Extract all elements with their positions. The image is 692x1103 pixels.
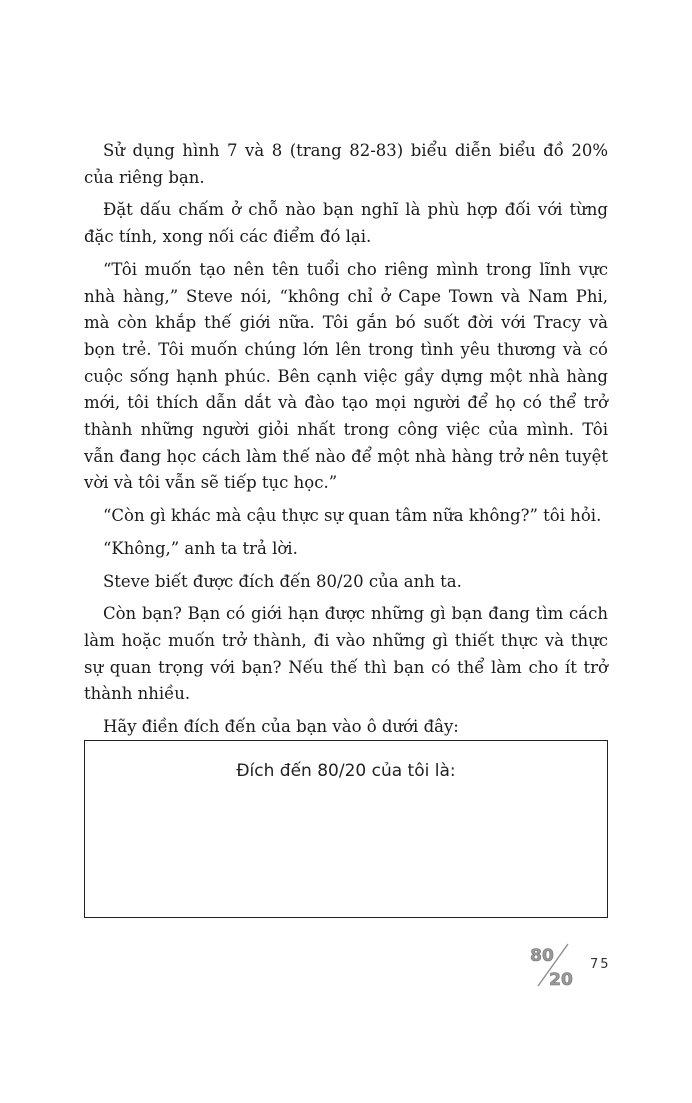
page-number: 75: [590, 957, 611, 972]
page-body: [84, 138, 608, 747]
logo-top-number: 80: [530, 946, 554, 966]
paragraph: Hãy điền đích đến của bạn vào ô dưới đây:: [103, 717, 459, 737]
answer-box[interactable]: [84, 740, 608, 918]
paragraph: Steve biết được đích đến 80/20 của anh ta.: [103, 571, 462, 591]
paragraph: “Tôi muốn tạo nên tên tuổi cho riêng mình trong lĩnh vực nhà hàng,” Steve nói, “không chỉ ở Cape Town và Nam Phi, mà còn khắp thế giới nữa. Tôi gắn bó suốt đời với Tracy và bọn trẻ. Tôi muốn chúng lớn lên trong tình yêu thương và có cuộc sống hạnh phúc. Bên cạnh việc gầy dựng một nhà hàng mới, tôi thích dẫn dắt và đào tạo mọi người để họ có thể trở thành những người giỏi nhất trong công việc của mình. Tôi vẫn đang học cách làm thế nào để một nhà hàng trở nên tuyệt vời và tôi vẫn sẽ tiếp tục học.”: [84, 259, 608, 493]
answer-box-title: Đích đến 80/20 của tôi là:: [236, 761, 456, 781]
logo-bottom-number: 20: [549, 970, 573, 990]
paragraph: “Không,” anh ta trả lời.: [103, 538, 298, 558]
paragraph: “Còn gì khác mà cậu thực sự quan tâm nữa không?” tôi hỏi.: [103, 506, 602, 526]
paragraph: Đặt dấu chấm ở chỗ nào bạn nghĩ là phù hợp đối với từng đặc tính, xong nối các điểm đó lại.: [84, 200, 608, 247]
paragraph: Sử dụng hình 7 và 8 (trang 82-83) biểu diễn biểu đồ 20% của riêng bạn.: [84, 141, 608, 187]
paragraph: Còn bạn? Bạn có giới hạn được những gì bạn đang tìm cách làm hoặc muốn trở thành, đi vào những gì thiết thực và thực sự quan trọng với bạn? Nếu thế thì bạn có thể làm cho ít trở thành nhiều.: [84, 604, 608, 704]
book-logo-80-20: [526, 940, 578, 990]
